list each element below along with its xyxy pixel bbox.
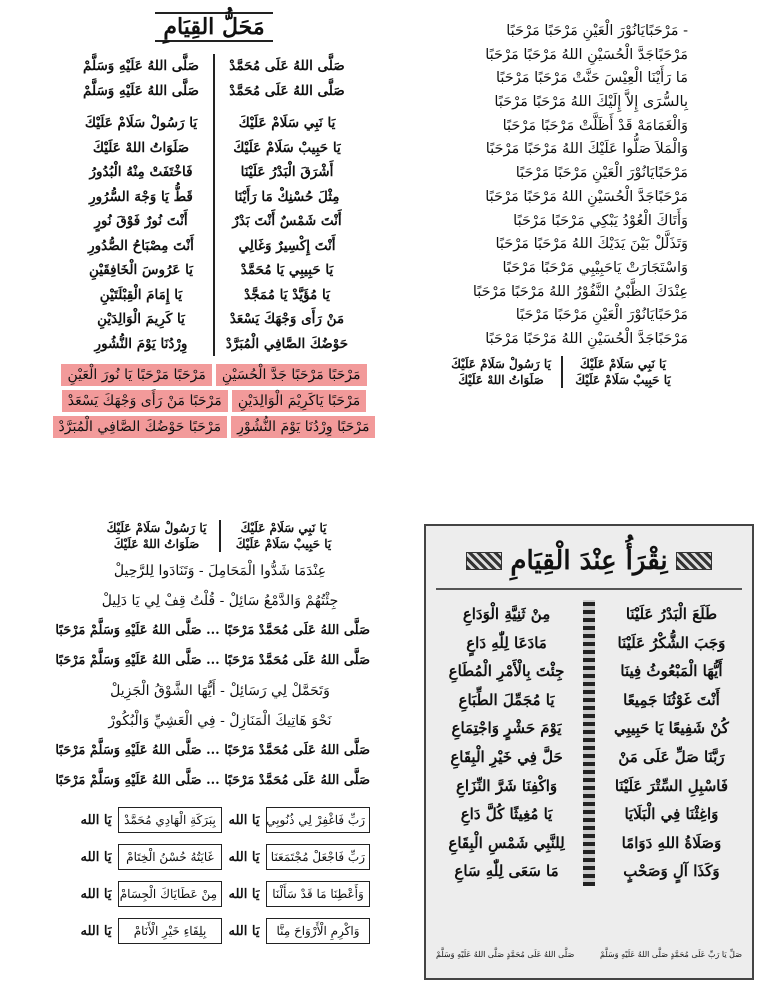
verse-line: قَطُّ يَا وَجْهَ السُّرُورِ: [89, 188, 193, 205]
dua-row: [70, 804, 370, 836]
highlight-row: [60, 390, 368, 412]
highlight-row: [60, 364, 368, 386]
dua-box: بِلِقَاءِ خَيْرِ الْأَنَامْ: [118, 918, 222, 944]
panel-d-footer: [436, 950, 742, 959]
column-divider: [213, 54, 215, 356]
dua-box: غَايَتُهُ حُسْنُ الْخِتَامْ: [118, 844, 222, 870]
column-divider: [561, 356, 563, 388]
verse-line: بِالسُّرَى إِلاَّ إِلَيْكَ اللهُ مَرْحَبًا مَرْحَبًا: [494, 94, 688, 111]
verse-line: وَتَذَلَّلْ بَيْنَ يَدَيْكَ اللهُ مَرْحَبًا مَرْحَبًا: [495, 236, 688, 253]
dua-box: بِبَرَكَةِ الْهَادِي مُحَمَّدْ: [118, 807, 222, 833]
mini-line: يَا حَبِيبْ سَلَامْ عَلَيْكَ: [575, 372, 671, 387]
verse-line: صَلَّى اللهُ عَلَيْهِ وَسَلَّمْ: [83, 82, 199, 99]
mini-line: يَا نَبِي سَلَامْ عَلَيْكَ: [240, 521, 327, 535]
verse-line: مِنْ ثَنِيَّةِ الْوَدَاعِ: [462, 605, 551, 623]
verse-line: مَرْحَبًاجَدَّ الْحُسَيْنِ اللهُ مَرْحَبًا مَرْحَبًا: [485, 46, 688, 63]
qasida-panel-bottom-left: [55, 520, 370, 980]
verse-line: عِنْدَمَا شَدُّوا الْمَحَامِلَ - وَتَنَادَوا لِلرَّحِيلْ: [113, 563, 327, 579]
verse-line: يَا رَسُولْ سَلَامْ عَلَيْكَ: [84, 115, 198, 131]
dua-table: [70, 804, 370, 947]
verse-line: يَا كَرِيمَ الْوَالِدَيْنِ: [97, 311, 185, 327]
mini-left-column: [99, 520, 214, 552]
verse-line: مِثْلَ حُسْنِكْ مَا رَأَيْنَا: [234, 188, 340, 205]
panel-a-title: مَحَلُّ القِيَامِ: [155, 12, 272, 42]
verse-line: مَرْحَبًايَانُوْرَ الْعَيْنِ مَرْحَبًا مَرْحَبًا: [515, 165, 688, 182]
verse-line: فَاسْبِلِ السِّتْرَ عَلَيْنَا: [614, 776, 729, 795]
verse-line: حَوْضُكَ الصَّافِي الْمُبَرَّدْ: [225, 335, 349, 352]
marhaban-panel-top-right: [446, 20, 688, 470]
dua-row: [70, 841, 370, 873]
verse-line: أَشْرَقَ الْبَدْرُ عَلَيْنَا: [240, 164, 334, 180]
column-divider: [219, 520, 221, 552]
verse-line: أَيُّهَا الْمَبْعُوثُ فِينَا: [620, 662, 723, 681]
footer-text: صَلَّى اللهُ عَلَى مُحَمَّدٍ صَلَّى اللهُ عَلَيْهِ وَسَلَّمْ: [436, 950, 575, 959]
verse-line: وَاكْفِنَا شَرَّ النِّزَاعِ: [455, 776, 558, 795]
verse-line: وَاسْتَجَارَتْ يَاحَبِيْبِي مَرْحَبًا مَرْحَبًا: [502, 259, 688, 276]
ya-allah-label: يَا الله: [80, 886, 112, 902]
qiyam-panel-top-left: [60, 14, 368, 464]
mini-line: صَلَوَاتُ اللهْ عَلَيْكَ: [458, 372, 544, 387]
ya-allah-label: يَا الله: [80, 849, 112, 865]
panel-a-verses: [60, 54, 368, 356]
verse-line: يَوْمَ حَشْرٍ وَاجْتِمَاعِ: [451, 719, 562, 738]
dua-box: رَبِّ فَاغْفِرْ لِي ذُنُوبِي: [266, 807, 370, 833]
verse-line: صَلَّى اللهُ عَلَى مُحَمَّدْ: [229, 82, 345, 99]
verse-line: يَا عَرُوسَ الْخَافِقَيْنِ: [88, 262, 194, 278]
ornament-icon: [466, 552, 502, 570]
verse-line: أَنْتَ مِصْبَاحُ الصُّدُورِ: [88, 237, 194, 254]
verse-line: يَا إِمَامَ الْقِبْلَتَيْنِ: [99, 286, 183, 303]
footer-text: صَلِّ يَا رَبِّ عَلَى مُحَمَّدٍ صَلَّى اللهُ عَلَيْهِ وَسَلَّمْ: [600, 950, 742, 959]
panel-d-left-column: [436, 600, 577, 886]
verse-line: وَكَذَا آلٍ وَصَحْبٍ: [623, 862, 720, 881]
verse-line: كُنْ شَفِيعًا يَا حَبِيبِي: [614, 719, 729, 738]
highlight-text: مَرْحَبًا مَنْ رَأَى وَجْهَكَ يَسْعَدْ: [62, 390, 228, 412]
verse-line: وَجَبَ الشُّكْرُ عَلَيْنَا: [617, 633, 726, 652]
panel-a-left-column: [75, 54, 207, 356]
mini-line: يَا رَسُولْ سَلَامْ عَلَيْكَ: [106, 521, 207, 535]
verse-line: مَنْ رَأَى وَجْهَكَ يَسْعَدْ: [229, 311, 345, 327]
verse-line: يَا مُؤَيَّدْ يَا مُمَجَّدْ: [244, 286, 330, 303]
verse-line: يَا مُغِيثًا كُلَّ دَاعِ: [460, 805, 553, 824]
verse-line: جِئْتَ بِالْأَمْرِ الْمُطَاعِ: [448, 662, 565, 681]
mini-line: يَا حَبِيبْ سَلَامْ عَلَيْكَ: [235, 537, 332, 551]
ya-allah-label: يَا الله: [228, 886, 260, 902]
salawat-line: صَلَّى اللهُ عَلَى مُحَمَّدْ مَرْحَبًا ... صَلَّى اللهُ عَلَيْهِ وَسَلَّمْ مَرْحَبًا: [55, 623, 370, 638]
highlight-row: [60, 416, 368, 438]
verse-line: أَنْتَ غَوْثُنَا جَمِيعًا: [623, 690, 720, 709]
verse-line: حَلَّ فِي خَيْرِ الْبِقَاعِ: [450, 747, 563, 766]
verse-line: وِرْدُنَا يَوْمَ النُّشُورِ: [94, 335, 188, 352]
verse-line: يَا حَبِيبِي يَا مُحَمَّدْ: [240, 262, 334, 278]
panel-a-right-column: [221, 54, 353, 356]
verse-line: لِلنَّبِي شَمْسِ الْبِقَاعِ: [448, 833, 565, 852]
dua-row: [70, 878, 370, 910]
highlight-text: مَرْحَبًا وِرْدُنَا يَوْمَ النُّشُوْرِ: [231, 416, 375, 438]
ya-allah-label: يَا الله: [228, 849, 260, 865]
verse-line: وَتَحَمَّلْ لِي رَسَائِلْ - أَيُّهَا الشَّوْقُ الْجَزِيلْ: [110, 683, 330, 699]
verse-line: وَصَلَاةُ اللهِ دَوَامًا: [621, 833, 722, 852]
verse-line: يَا نَبِي سَلَامْ عَلَيْكَ: [238, 115, 336, 131]
verse-line: فَاخْتَفَتْ مِنْهُ الْبُدُورُ: [89, 164, 193, 180]
verse-line: مَا سَعَى لِلّٰهِ سَاعِ: [454, 862, 559, 881]
mini-right-column: [226, 520, 341, 552]
verse-line: صَلَوَاتُ اللهْ عَلَيْكَ: [92, 139, 190, 156]
marhaban-highlight-block: [60, 364, 368, 438]
highlight-text: مَرْحَبًا مَرْحَبًا جَدَّ الْحُسَيْنِ: [216, 364, 367, 386]
verse-line: وَأَتَاكَ الْعُوْدُ يَبْكِي مَرْحَبًا مَرْحَبًا: [513, 212, 688, 229]
verse-line: مَرْحَبًاجَدَّ الْحُسَيْنِ اللهُ مَرْحَبًا مَرْحَبًا: [485, 188, 688, 205]
verse-line: مَرْحَبًاجَدَّ الْحُسَيْنِ اللهُ مَرْحَبًا مَرْحَبًا: [485, 330, 688, 347]
verse-line: عِنْدَكَ الظَّبْيُ النَّفُوْرُ اللهُ مَرْحَبًا مَرْحَبًا: [472, 283, 688, 300]
verse-line: أَنْتَ شَمْسٌ أَنْتَ بَدْرٌ: [232, 213, 342, 229]
dua-box: وَاكْرِمِ الْأَرْوَاحَ مِنَّا: [266, 918, 370, 944]
panel-d-verses: [436, 600, 742, 886]
verse-line: صَلَّى اللهُ عَلَيْهِ وَسَلَّمْ: [83, 58, 199, 74]
qiyam-calligraphy-panel-bottom-right: [424, 524, 754, 980]
verse-line: أَنْتَ إِكْسِيرٌ وَغَالِي: [238, 237, 336, 254]
verse-line: وَالْغَمَامَهْ قَدْ أَظَلَّتْ مَرْحَبًا مَرْحَبًا: [502, 117, 688, 134]
dua-box: وَأَعْطِنَا مَا قَدْ سَأَلْنَا: [266, 881, 370, 907]
mini-left-column: [446, 356, 556, 388]
mini-line: يَا رَسُولْ سَلَامْ عَلَيْكَ: [451, 356, 551, 371]
dua-row: [70, 915, 370, 947]
verse-line: يَا مُجَمِّلَ الطِّبَاعِ: [458, 690, 555, 709]
salawat-line: صَلَّى اللهُ عَلَى مُحَمَّدْ مَرْحَبًا ... صَلَّى اللهُ عَلَيْهِ وَسَلَّمْ مَرْحَبًا: [55, 743, 370, 758]
ya-allah-label: يَا الله: [228, 812, 260, 828]
verse-line: مَادَعَا لِلّٰهِ دَاعٍ: [466, 633, 547, 652]
verse-line: مَرْحَبًايَانُوْرَ الْعَيْنِ مَرْحَبًا مَرْحَبًا: [515, 307, 688, 324]
panel-d-title: نِقْرَأُ عِنْدَ الْقِيَامِ: [510, 546, 668, 576]
dua-box: مِنْ عَطَايَاكَ الْجِسَامْ: [118, 881, 222, 907]
mini-line: صَلَوَاتُ اللهْ عَلَيْكَ: [113, 537, 200, 551]
verse-line: - مَرْحَبًايَانُوْرَ الْعَيْنِ مَرْحَبًا مَرْحَبًا: [506, 23, 688, 39]
salam-mini-block: [70, 520, 370, 552]
panel-d-header: [436, 534, 742, 590]
verse-line: وَالْمَلاَ صَلُّوا عَلَيْكَ اللهُ مَرْحَبًا مَرْحَبًا: [485, 141, 688, 158]
mini-right-column: [568, 356, 678, 388]
verse-line: نَحْوَ هَاتِيكَ الْمَنَازِلْ - فِي الْعَشِيِّ وَالْبُكُورْ: [108, 713, 332, 729]
verse-line: يَا حَبِيبْ سَلَامْ عَلَيْكَ: [233, 139, 341, 156]
salam-mini-block: [446, 356, 688, 388]
highlight-text: مَرْحَبًا مَرْحَبًا يَا نُورَ الْعَيْنِ: [61, 364, 211, 386]
mini-line: يَا نَبِي سَلَامْ عَلَيْكَ: [579, 356, 666, 371]
verse-line: رَبَّنَا صَلِّ عَلَى مَنْ: [618, 747, 725, 766]
salawat-line: صَلَّى اللهُ عَلَى مُحَمَّدْ مَرْحَبًا ... صَلَّى اللهُ عَلَيْهِ وَسَلَّمْ مَرْحَبًا: [55, 773, 370, 788]
dua-box: رَبِّ فَاجْعَلْ مُجْتَمَعَنَا: [266, 844, 370, 870]
verse-line: طَلَعَ الْبَدْرُ عَلَيْنَا: [625, 605, 718, 623]
highlight-text: مَرْحَبًا يَاكَرِيْمَ الْوَالِدَيْنِ: [232, 390, 366, 412]
verse-line: جِئْتُهُمْ وَالدَّمْعُ سَائِلْ - قُلْتُ قِفْ لِي يَا دَلِيلْ: [101, 593, 339, 609]
salawat-line: صَلَّى اللهُ عَلَى مُحَمَّدْ مَرْحَبًا ... صَلَّى اللهُ عَلَيْهِ وَسَلَّمْ مَرْحَبًا: [55, 653, 370, 668]
ya-allah-label: يَا الله: [80, 923, 112, 939]
ya-allah-label: يَا الله: [228, 923, 260, 939]
panel-d-right-column: [601, 600, 742, 886]
verse-line: مَا رَأَيْنَا الْعِيْسَ حَنَّتْ مَرْحَبًا مَرْحَبًا: [495, 70, 688, 87]
verse-line: وَاغِثْنَا فِي الْبَلَايَا: [624, 805, 719, 824]
verse-line: صَلَّى اللهُ عَلَى مُحَمَّدْ: [229, 58, 345, 74]
verse-line: أَنْتَ نُورٌ فَوْقَ نُورٍ: [94, 213, 188, 229]
ornament-icon: [676, 552, 712, 570]
highlight-text: مَرْحَبًا حَوْضُكَ الصَّافِي الْمُبَرَّدْ: [53, 416, 228, 438]
ya-allah-label: يَا الله: [80, 812, 112, 828]
ornamental-divider: [583, 600, 595, 886]
